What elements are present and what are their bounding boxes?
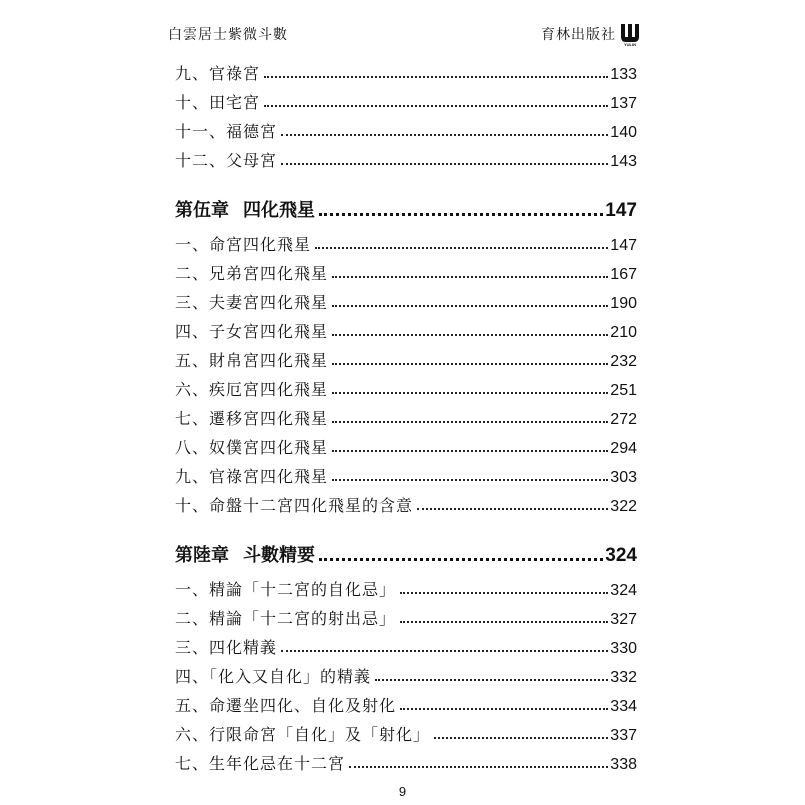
- dot-leader: [375, 679, 608, 681]
- entry-title: 五、財帛宮四化飛星: [175, 351, 329, 370]
- entry-title: 七、生年化忌在十二宮: [175, 754, 346, 773]
- entry-page-number: 337: [610, 727, 637, 744]
- dot-leader: [400, 592, 608, 594]
- entry-page-number: 167: [610, 266, 637, 283]
- chapter-title: [175, 196, 315, 222]
- dot-leader: [332, 479, 608, 481]
- dot-leader: [434, 737, 608, 739]
- entry-title: 三、四化精義: [175, 638, 278, 657]
- entry-page-number: 330: [610, 640, 637, 657]
- chapter-name: 四化飛星: [243, 200, 315, 221]
- toc-chapter-row: [175, 185, 637, 222]
- entry-title: 三、夫妻宮四化飛星: [175, 293, 329, 312]
- dot-leader: [264, 76, 608, 78]
- dot-leader: [264, 105, 608, 107]
- dot-leader: [400, 621, 608, 623]
- dot-leader: [332, 276, 608, 278]
- toc-entry-row: [175, 284, 637, 313]
- entry-title: 十二、父母宮: [175, 151, 278, 170]
- table-of-contents: [175, 55, 637, 774]
- entry-title: 四、「化入又自化」的精義: [175, 667, 372, 686]
- toc-entry-row: [175, 487, 637, 516]
- entry-page-number: 190: [610, 295, 637, 312]
- toc-entry-row: [175, 342, 637, 371]
- toc-entry-row: [175, 55, 637, 84]
- entry-title: 九、官祿宮: [175, 64, 261, 83]
- toc-entry-row: [175, 571, 637, 600]
- toc-entry-row: [175, 745, 637, 774]
- entry-title: 十一、福德宮: [175, 122, 278, 141]
- entry-page-number: 332: [610, 669, 637, 686]
- entry-page-number: 147: [610, 237, 637, 254]
- dot-leader: [315, 247, 608, 249]
- entry-page-number: 232: [610, 353, 637, 370]
- entry-page-number: 324: [610, 582, 637, 599]
- dot-leader: [332, 421, 608, 423]
- entry-title: 二、精論「十二宮的射出忌」: [175, 609, 397, 628]
- chapter-title: [175, 541, 315, 567]
- entry-page-number: 272: [610, 411, 637, 428]
- toc-entry-row: [175, 113, 637, 142]
- entry-page-number: 338: [610, 756, 637, 773]
- entry-title: 六、行限命宮「自化」及「射化」: [175, 725, 431, 744]
- entry-page-number: 327: [610, 611, 637, 628]
- book-title: 白雲居士紫微斗數: [168, 27, 288, 43]
- toc-entry-row: [175, 226, 637, 255]
- entry-title: 八、奴僕宮四化飛星: [175, 438, 329, 457]
- toc-entry-row: [175, 629, 637, 658]
- entry-page-number: 303: [610, 469, 637, 486]
- toc-entry-row: [175, 716, 637, 745]
- page-number: 9: [398, 784, 407, 799]
- chapter-number: 第陸章: [175, 545, 229, 566]
- toc-entry-row: [175, 600, 637, 629]
- chapter-name: 斗數精要: [243, 545, 315, 566]
- entry-page-number: 324: [605, 545, 637, 566]
- dot-leader: [332, 305, 608, 307]
- entry-page-number: 334: [610, 698, 637, 715]
- entry-page-number: 322: [610, 498, 637, 515]
- entry-title: 七、遷移宮四化飛星: [175, 409, 329, 428]
- page-header: [168, 22, 642, 46]
- entry-page-number: 147: [605, 200, 637, 221]
- svg-text:YULIN: YULIN: [624, 42, 636, 46]
- toc-entry-row: [175, 400, 637, 429]
- toc-entry-row: [175, 429, 637, 458]
- entry-title: 二、兄弟宮四化飛星: [175, 264, 329, 283]
- publisher-logo-icon: [618, 22, 642, 46]
- dot-leader: [319, 558, 603, 561]
- entry-title: 十、命盤十二宮四化飛星的含意: [175, 496, 414, 515]
- dot-leader: [332, 392, 608, 394]
- dot-leader: [349, 766, 608, 768]
- dot-leader: [400, 708, 608, 710]
- entry-page-number: 294: [610, 440, 637, 457]
- toc-entry-row: [175, 84, 637, 113]
- entry-page-number: 133: [610, 66, 637, 83]
- toc-entry-row: [175, 371, 637, 400]
- toc-chapter-row: [175, 530, 637, 567]
- dot-leader: [332, 450, 608, 452]
- entry-title: 一、精論「十二宮的自化忌」: [175, 580, 397, 599]
- dot-leader: [332, 363, 608, 365]
- publisher-name: 育林出版社: [541, 27, 616, 43]
- entry-page-number: 143: [610, 153, 637, 170]
- entry-page-number: 137: [610, 95, 637, 112]
- entry-title: 九、官祿宮四化飛星: [175, 467, 329, 486]
- entry-title: 四、子女宮四化飛星: [175, 322, 329, 341]
- entry-title: 一、命宮四化飛星: [175, 235, 312, 254]
- entry-title: 五、命遷坐四化、自化及射化: [175, 696, 397, 715]
- dot-leader: [332, 334, 608, 336]
- toc-entry-row: [175, 687, 637, 716]
- entry-title: 十、田宅宮: [175, 93, 261, 112]
- dot-leader: [281, 163, 608, 165]
- entry-page-number: 210: [610, 324, 637, 341]
- dot-leader: [281, 650, 608, 652]
- entry-title: 六、疾厄宮四化飛星: [175, 380, 329, 399]
- dot-leader: [417, 508, 608, 510]
- toc-entry-row: [175, 255, 637, 284]
- toc-entry-row: [175, 313, 637, 342]
- dot-leader: [281, 134, 608, 136]
- dot-leader: [319, 213, 603, 216]
- toc-entry-row: [175, 658, 637, 687]
- toc-entry-row: [175, 142, 637, 171]
- entry-page-number: 251: [610, 382, 637, 399]
- entry-page-number: 140: [610, 124, 637, 141]
- toc-entry-row: [175, 458, 637, 487]
- chapter-number: 第伍章: [175, 200, 229, 221]
